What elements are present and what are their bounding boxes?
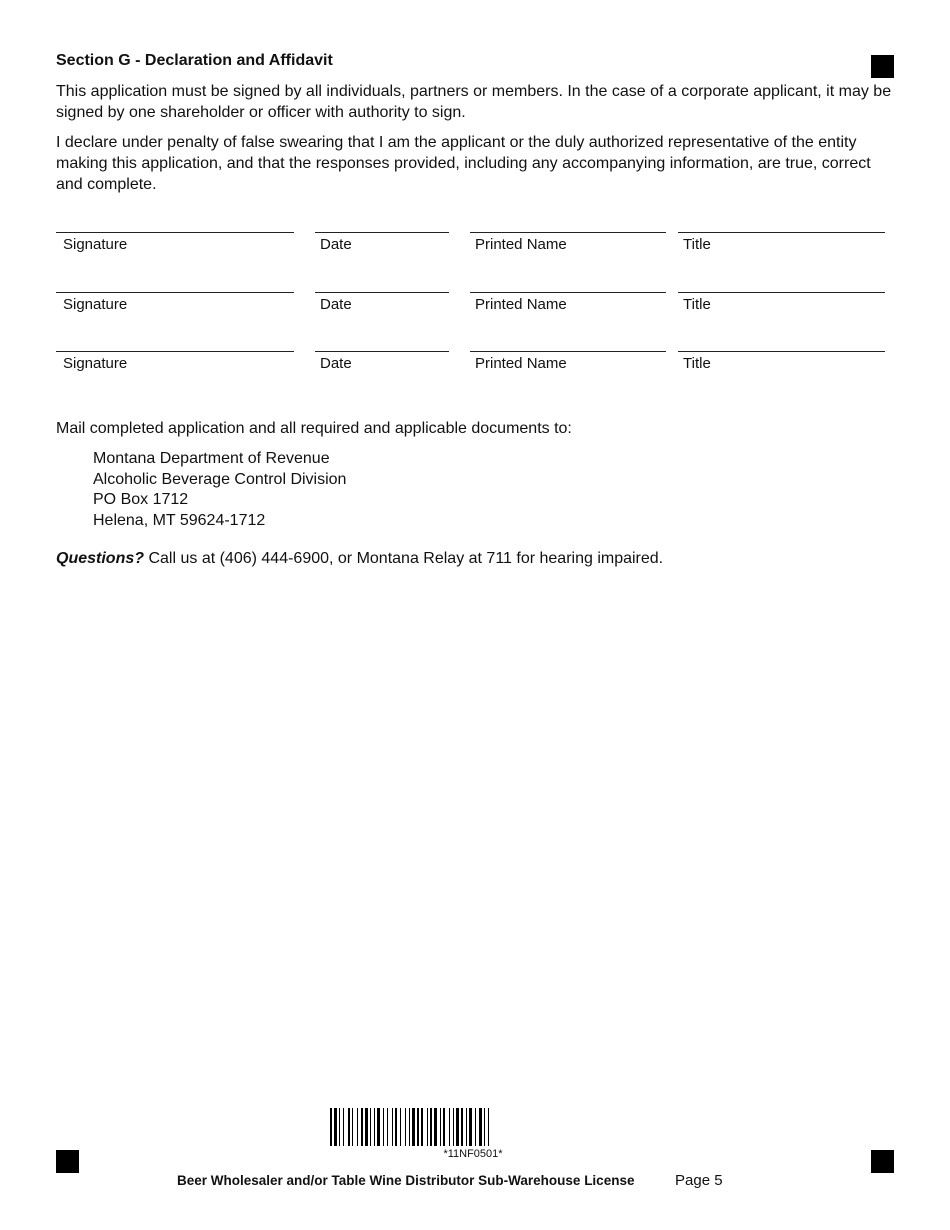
barcode-bar [449,1108,450,1146]
page-number: Page 5 [675,1172,723,1189]
date-field[interactable] [315,292,449,313]
title-label: Title [683,355,711,372]
address-line: Montana Department of Revenue [93,450,330,467]
form-title: Beer Wholesaler and/or Table Wine Distributor Sub-Warehouse License [177,1173,635,1188]
barcode-bar [427,1108,428,1146]
barcode-bar [434,1108,437,1146]
barcode-bars [330,1108,616,1146]
barcode-bar [440,1108,441,1146]
barcode-bar [417,1108,419,1146]
title-field[interactable] [678,351,885,372]
barcode-bar [395,1108,397,1146]
signature-field[interactable] [56,351,294,372]
barcode-bar [488,1108,489,1146]
barcode-bar [370,1108,371,1146]
barcode-bar [352,1108,353,1146]
barcode-bar [334,1108,337,1146]
printed-name-field[interactable] [470,232,666,253]
registration-mark-top-right [871,55,894,78]
barcode-bar [421,1108,423,1146]
signature-label: Signature [63,236,128,253]
date-field[interactable] [315,232,449,253]
barcode-bar [361,1108,363,1146]
barcode-bar [443,1108,445,1146]
questions-label: Questions? [56,550,145,567]
title-field[interactable] [678,232,885,253]
barcode-bar [392,1108,393,1146]
signature-label: Signature [63,296,128,313]
title-label: Title [683,236,711,253]
date-label: Date [320,236,352,253]
address-line: Helena, MT 59624-1712 [93,511,266,529]
printed-name-field[interactable] [470,292,666,313]
barcode [330,1108,616,1146]
barcode-bar [343,1108,344,1146]
registration-mark-bottom-right [871,1150,894,1173]
signature-field[interactable] [56,232,294,253]
barcode-bar [479,1108,482,1146]
printed-name-label: Printed Name [475,296,567,313]
signature-row [0,351,950,381]
printed-name-field[interactable] [470,351,666,372]
questions-text: Call us at (406) 444-6900, or Montana Relay at 711 for hearing impaired. [144,550,664,567]
signing-requirement-paragraph: This application must be signed by all individuals, partners or members. In the case of a corporate applicant, it may be signed by one shareholder or officer with authority to sign. [56,83,892,121]
mailing-instructions: Mail completed application and all required and applicable documents to: [56,420,572,437]
signature-row [0,232,950,262]
barcode-bar [466,1108,467,1146]
section-title: Section G - Declaration and Affidavit [56,52,333,69]
barcode-bar [469,1108,472,1146]
barcode-bar [377,1108,380,1146]
signature-field[interactable] [56,292,294,313]
barcode-text: *11NF0501* [443,1148,503,1160]
barcode-bar [412,1108,415,1146]
signature-label: Signature [63,355,128,372]
registration-mark-bottom-left [56,1150,79,1173]
barcode-bar [453,1108,454,1146]
barcode-bar [339,1108,340,1146]
barcode-bar [475,1108,476,1146]
title-field[interactable] [678,292,885,313]
barcode-bar [374,1108,375,1146]
barcode-bar [461,1108,463,1146]
barcode-bar [430,1108,432,1146]
printed-name-label: Printed Name [475,236,567,253]
barcode-bar [330,1108,332,1146]
barcode-bar [387,1108,388,1146]
address-line: PO Box 1712 [93,491,189,508]
signature-row [0,292,950,322]
date-label: Date [320,296,352,313]
mailing-address [93,449,346,531]
date-label: Date [320,355,352,372]
questions-contact [56,550,663,568]
barcode-bar [348,1108,350,1146]
printed-name-label: Printed Name [475,355,567,372]
barcode-bar [365,1108,368,1146]
barcode-bar [405,1108,406,1146]
declaration-paragraph: I declare under penalty of false swearing that I am the applicant or the duly authorized representative of the entity making this application, and that the responses provided, including any accompanying information, are true, correct and complete. [56,134,871,193]
barcode-bar [357,1108,358,1146]
title-label: Title [683,296,711,313]
date-field[interactable] [315,351,449,372]
barcode-bar [409,1108,410,1146]
barcode-bar [383,1108,384,1146]
address-line: Alcoholic Beverage Control Division [93,470,347,488]
barcode-bar [484,1108,485,1146]
barcode-bar [456,1108,459,1146]
barcode-bar [400,1108,401,1146]
